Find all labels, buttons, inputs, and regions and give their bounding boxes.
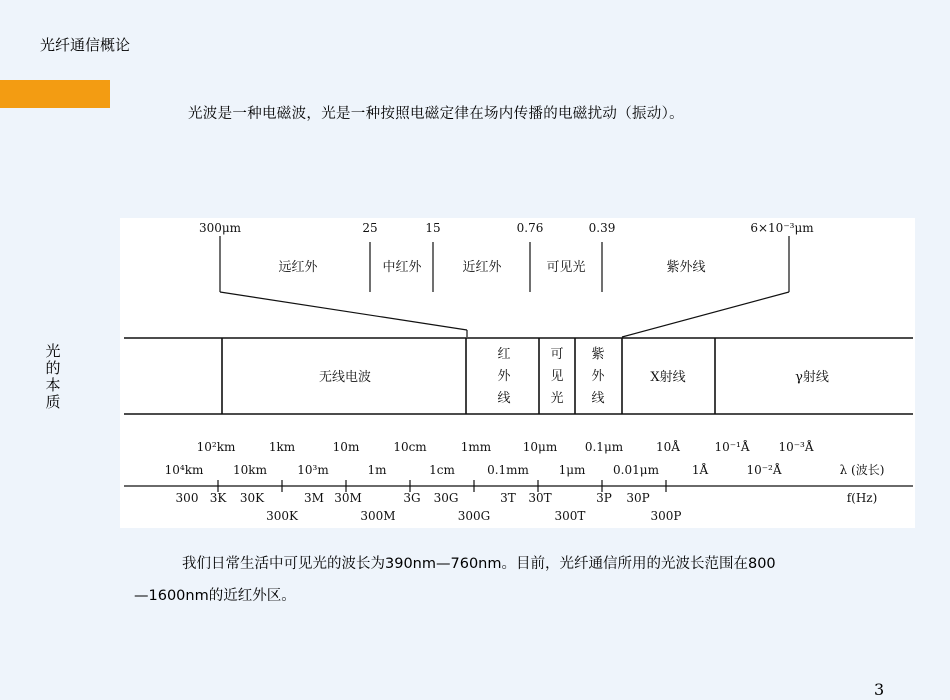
- wavelength-label: 1mm: [460, 440, 492, 454]
- frequency-label: 3P: [596, 491, 612, 505]
- frequency-label: 30K: [239, 491, 265, 505]
- band-ultraviolet-char: 外: [591, 369, 605, 384]
- magnified-region-lines: [220, 236, 789, 337]
- region-mid-infrared: 中红外: [382, 260, 422, 275]
- wavelength-label: 10μm: [522, 440, 558, 454]
- wavelength-label: 10cm: [393, 440, 427, 454]
- frequency-label: 300P: [650, 509, 682, 523]
- section-label-char: 的: [45, 359, 61, 377]
- wavelength-axis-label: λ (波长): [839, 463, 885, 477]
- wavelength-label: 10⁻²Å: [746, 463, 782, 477]
- band-infrared-char: 红: [497, 347, 511, 362]
- region-visible: 可见光: [546, 260, 586, 275]
- top-label: 0.76: [516, 221, 544, 235]
- frequency-label: 300: [175, 491, 199, 505]
- top-label: 300μm: [198, 221, 242, 235]
- spectrum-diagram: [120, 218, 915, 528]
- wavelength-label: 0.1mm: [487, 463, 529, 477]
- frequency-label: 300G: [457, 509, 491, 523]
- section-label-char: 质: [45, 393, 61, 411]
- frequency-label: 3T: [500, 491, 516, 505]
- top-label: 15: [425, 221, 441, 235]
- wavelength-label: 10⁻¹Å: [714, 440, 750, 454]
- summary-line: 我们日常生活中可见光的波长为390nm—760nm。目前，光纤通信所用的光波长范围在800: [182, 556, 776, 572]
- frequency-label: 30T: [528, 491, 552, 505]
- wavelength-label: 10Å: [656, 440, 680, 454]
- frequency-label: 3K: [209, 491, 227, 505]
- region-near-infrared: 近红外: [462, 260, 502, 275]
- wavelength-label: 10km: [233, 463, 267, 477]
- band-visible-char: 光: [550, 391, 564, 406]
- wavelength-label: 1Å: [691, 463, 709, 477]
- frequency-label: 300K: [266, 509, 298, 523]
- page-number: 3: [874, 680, 885, 699]
- frequency-label: 30P: [626, 491, 650, 505]
- region-ultraviolet: 紫外线: [666, 260, 706, 275]
- top-label: 25: [362, 221, 378, 235]
- accent-bar: [0, 80, 110, 108]
- intro-text: 光波是一种电磁波，光是一种按照电磁定律在场内传播的电磁扰动（振动）。: [188, 106, 684, 122]
- band-ultraviolet-char: 线: [591, 391, 605, 406]
- wavelength-label: 10⁻³Å: [778, 440, 814, 454]
- top-label: 0.39: [588, 221, 616, 235]
- frequency-label: 30G: [433, 491, 459, 505]
- band-ultraviolet-char: 紫: [591, 347, 605, 362]
- frequency-label: 300M: [360, 509, 396, 523]
- wavelength-label: 0.1μm: [584, 440, 624, 454]
- frequency-label: 3G: [403, 491, 421, 505]
- frequency-label: 3M: [304, 491, 324, 505]
- wavelength-label: 0.01μm: [613, 463, 659, 477]
- band-infrared-char: 外: [497, 369, 511, 384]
- frequency-axis-label: f(Hz): [846, 491, 878, 505]
- section-label-char: 光: [45, 342, 61, 360]
- wavelength-label: 1μm: [558, 463, 586, 477]
- section-label-char: 本: [45, 376, 61, 394]
- band-infrared-char: 线: [497, 391, 511, 406]
- wavelength-label: 10⁴km: [164, 463, 204, 477]
- wavelength-label: 1cm: [429, 463, 455, 477]
- summary-paragraph: [134, 548, 904, 612]
- band-visible-char: 可: [550, 347, 564, 362]
- top-label: 6×10⁻³μm: [750, 221, 814, 235]
- band-xray: X射线: [650, 370, 686, 385]
- section-label: [44, 343, 62, 411]
- wavelength-label: 10m: [332, 440, 360, 454]
- frequency-label: 300T: [554, 509, 586, 523]
- course-title: 光纤通信概论: [40, 36, 131, 54]
- frequency-label: 30M: [334, 491, 362, 505]
- spectrum-figure: [120, 218, 915, 528]
- band-visible-char: 见: [550, 369, 564, 384]
- summary-line: —1600nm的近红外区。: [134, 588, 296, 604]
- band-gamma: γ射线: [795, 370, 829, 385]
- band-radio: 无线电波: [318, 370, 372, 385]
- wavelength-label: 10²km: [196, 440, 236, 454]
- wavelength-label: 1m: [367, 463, 387, 477]
- wavelength-label: 10³m: [297, 463, 329, 477]
- wavelength-label: 1km: [268, 440, 296, 454]
- region-far-infrared: 远红外: [278, 260, 318, 275]
